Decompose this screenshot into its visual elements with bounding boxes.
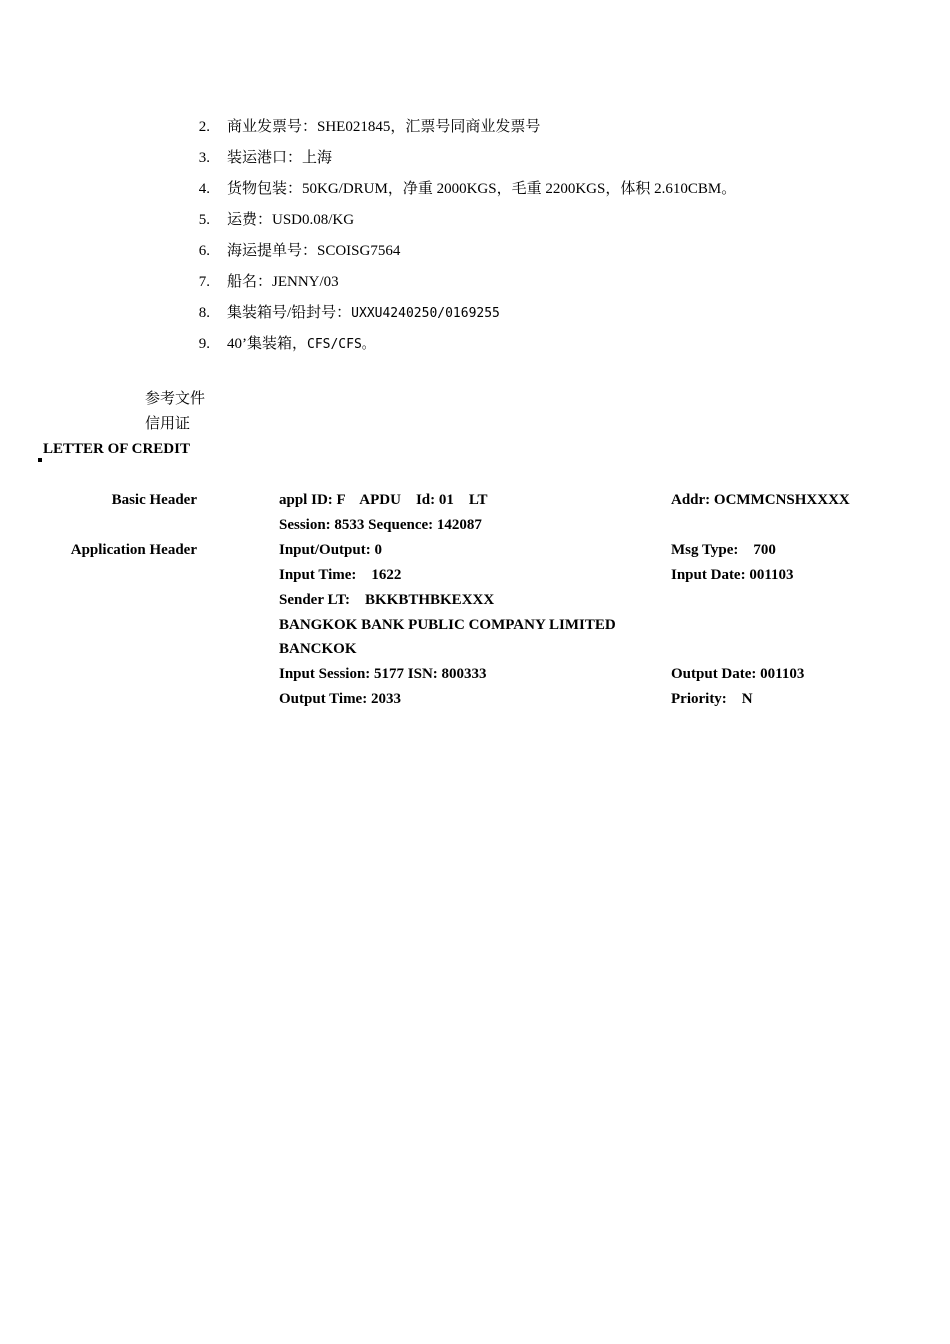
list-item	[0, 300, 950, 331]
container-seal-number: UXXU4240250/0169255	[351, 306, 500, 321]
bill-of-lading-text: 海运提单号：SCOISG7564	[227, 243, 401, 259]
application-header-label: Application Header	[70, 542, 197, 558]
section-marker	[38, 458, 42, 462]
list-item	[0, 269, 950, 300]
bank-city-value: BANCKOK	[279, 641, 357, 657]
reference-documents-label: 参考文件	[145, 391, 206, 407]
list-item-number: 2.	[198, 119, 210, 135]
list-item-number: 4.	[198, 181, 210, 197]
list-item-text	[227, 238, 400, 264]
list-item-text	[227, 145, 332, 171]
list-item-number: 5.	[198, 212, 210, 228]
container-type-label: 40’集装箱，	[227, 336, 307, 352]
port-of-loading-text: 装运港口：上海	[227, 150, 333, 166]
list-item-text	[227, 207, 354, 233]
list-item-number: 3.	[198, 150, 210, 166]
msg-type-value: Msg Type: 700	[671, 542, 776, 558]
list-item-number: 8.	[198, 305, 210, 321]
sender-value: Sender LT: BKKBTHBKEXXX	[279, 592, 495, 608]
addr-value: Addr: OCMMCNSHXXXX	[671, 492, 850, 508]
session-sequence-line: Session: 8533 Sequence: 142087	[279, 517, 482, 533]
list-item	[0, 331, 950, 362]
packing-text: 货物包装：50KG/DRUM，净重 2000KGS，毛重 2200KGS，体积 2.610CBM。	[227, 181, 737, 197]
shipping-details-list	[0, 114, 950, 362]
vessel-name-text: 船名：JENNY/03	[227, 274, 339, 290]
container-terms: CFS/CFS。	[307, 337, 375, 352]
list-item-number: 7.	[198, 274, 210, 290]
bank-name-value: BANGKOK BANK PUBLIC COMPANY LIMITED	[279, 617, 616, 633]
input-time-value: Input Time: 1622	[279, 567, 402, 583]
list-item-number: 9.	[198, 336, 210, 352]
list-item-text	[227, 114, 540, 140]
list-item	[0, 238, 950, 269]
input-session-value: Input Session: 5177 ISN: 800333	[279, 666, 487, 682]
basic-header-label: Basic Header	[111, 492, 197, 508]
list-item	[0, 114, 950, 145]
invoice-number-text: 商业发票号：SHE021845，汇票号同商业发票号	[227, 119, 541, 135]
input-output-value: Input/Output: 0	[279, 542, 382, 558]
list-item-text	[227, 176, 736, 202]
list-item	[0, 207, 950, 238]
list-item	[0, 145, 950, 176]
priority-value: Priority: N	[671, 691, 753, 707]
list-item	[0, 176, 950, 207]
output-date-value: Output Date: 001103	[671, 666, 805, 682]
letter-of-credit-title: LETTER OF CREDIT	[43, 441, 190, 457]
freight-text: 运费：USD0.08/KG	[227, 212, 355, 228]
letter-of-credit-cn-label: 信用证	[145, 416, 191, 432]
list-item-number: 6.	[198, 243, 210, 259]
appl-id-line: appl ID: F APDU Id: 01 LT	[279, 492, 488, 508]
output-time-value: Output Time: 2033	[279, 691, 401, 707]
input-date-value: Input Date: 001103	[671, 567, 794, 583]
list-item-text	[227, 331, 375, 358]
list-item-text	[227, 300, 500, 327]
container-label: 集装箱号/铅封号：	[227, 305, 352, 321]
list-item-text	[227, 269, 339, 295]
